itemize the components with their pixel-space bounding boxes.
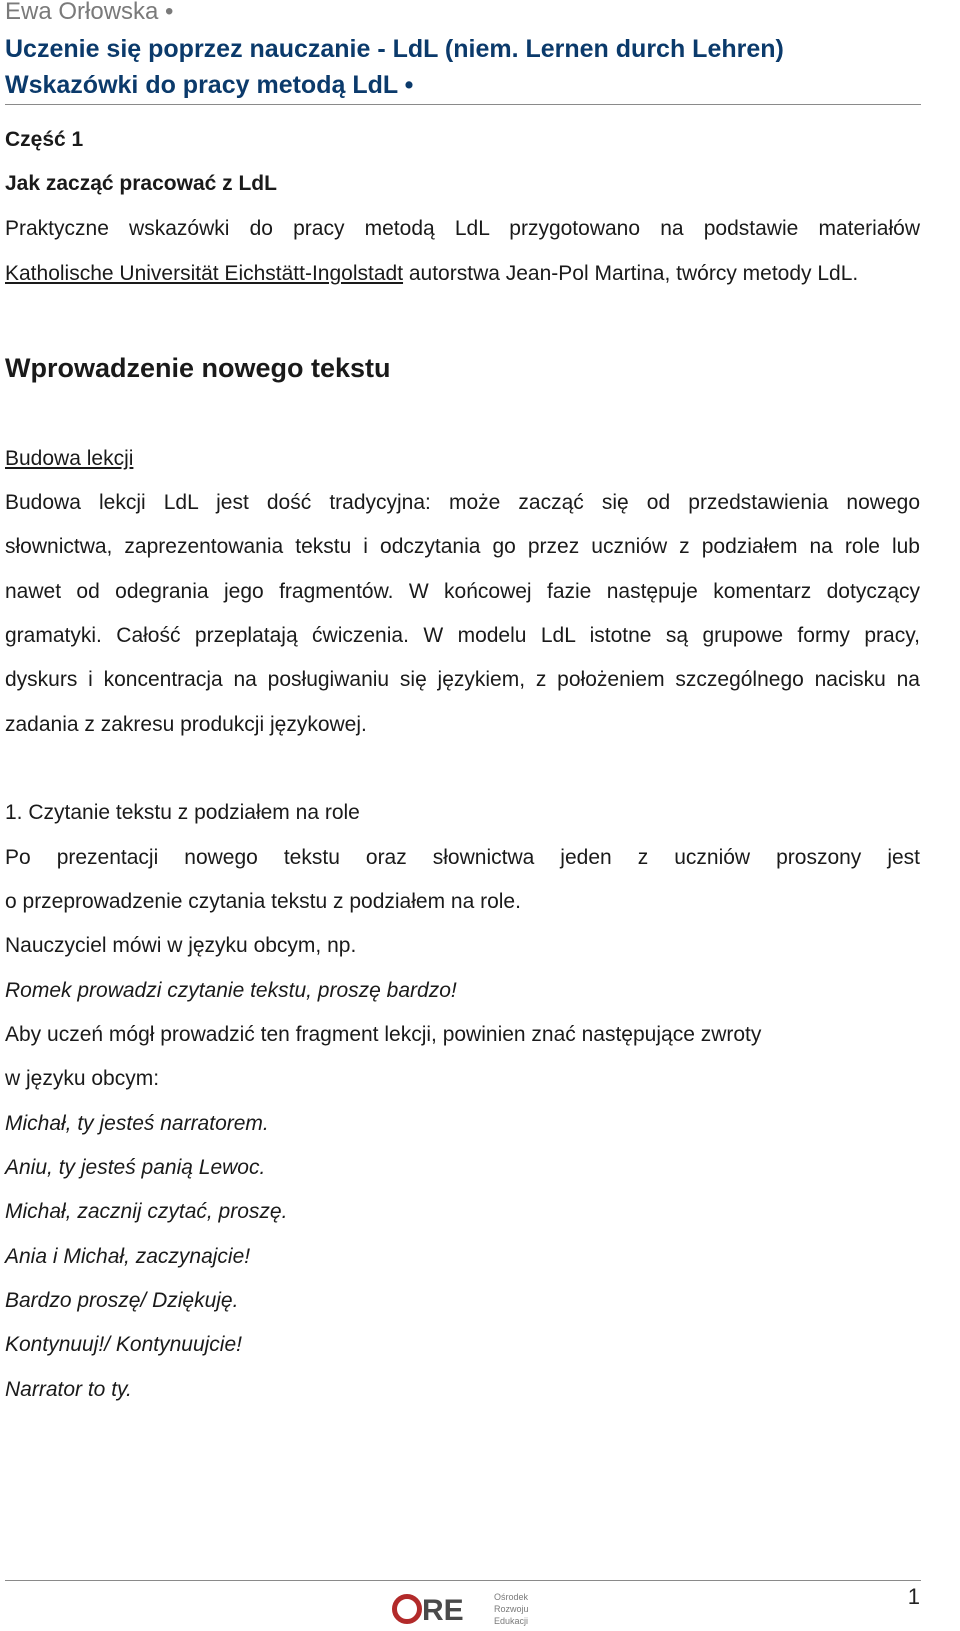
paragraph-line: gramatyki. Całość przeplatają ćwiczenia. W modelu LdL istotne są grupowe formy pracy, [5,624,920,647]
bullet: • [404,71,414,99]
phrase-item: Bardzo proszę/ Dziękuję. [5,1289,239,1312]
paragraph-line: słownictwa, zaprezentowania tekstu i odczytania go przez uczniów z podziałem na role lub [5,535,920,558]
intro-heading: Jak zacząć pracować z LdL [5,172,277,195]
logo-subtitle: Ośrodek Rozwoju Edukacji [494,1592,529,1626]
paragraph-line: nawet od odegrania jego fragmentów. W końcowej fazie następuje komentarz dotyczący [5,580,920,603]
example-phrase: Romek prowadzi czytanie tekstu, proszę bardzo! [5,979,457,1002]
phrase-item: Aniu, ty jesteś panią Lewoc. [5,1156,266,1179]
phrase-item: Michał, ty jesteś narratorem. [5,1112,269,1135]
phrase-item: Michał, zacznij czytać, proszę. [5,1200,288,1223]
phrase-item: Ania i Michał, zaczynajcie! [5,1245,251,1268]
reading-line: w języku obcym: [5,1067,160,1090]
paragraph-line: Budowa lekcji LdL jest dość tradycyjna: może zacząć się od przedstawienia nowego [5,491,920,514]
reading-heading: 1. Czytanie tekstu z podziałem na role [5,801,360,824]
intro-line: Praktyczne wskazówki do pracy metodą LdL przygotowano na podstawie materiałów [5,217,920,240]
logo-o-icon [392,1594,422,1624]
paragraph-line: dyskurs i koncentracja na posługiwaniu się językiem, z położeniem szczególnego nacisku na [5,668,920,691]
lesson-structure-heading: Budowa lekcji [5,447,134,470]
reading-line: Aby uczeń mógł prowadzić ten fragment lekcji, powinien znać następujące zwroty [5,1023,762,1046]
document-subtitle: Wskazówki do pracy metodą LdL • [5,71,414,99]
part-label: Część 1 [5,128,84,151]
section-heading: Wprowadzenie nowego tekstu [5,353,391,383]
document-title: Uczenie się poprzez nauczanie - LdL (niem. Lernen durch Lehren) [5,35,784,63]
bullet: • [165,0,174,25]
intro-line: Katholische Universität Eichstätt-Ingolstadt autorstwa Jean-Pol Martina, twórcy metody LdL. [5,262,859,285]
reading-line: o przeprowadzenie czytania tekstu z podziałem na role. [5,890,521,913]
paragraph-line: zadania z zakresu produkcji językowej. [5,713,367,736]
reading-line: Po prezentacji nowego tekstu oraz słownictwa jeden z uczniów proszony jest [5,846,920,869]
phrase-item: Narrator to ty. [5,1378,132,1401]
logo-letters: RE [392,1594,464,1628]
header-divider [5,104,921,105]
footer-divider [5,1580,921,1581]
university-link[interactable]: Katholische Universität Eichstätt-Ingolstadt [5,262,404,285]
page-number: 1 [907,1584,920,1609]
author-name: Ewa Orłowska • [5,0,174,25]
ore-logo [392,1590,532,1630]
phrase-item: Kontynuuj!/ Kontynuujcie! [5,1333,242,1356]
reading-line: Nauczyciel mówi w języku obcym, np. [5,934,357,957]
